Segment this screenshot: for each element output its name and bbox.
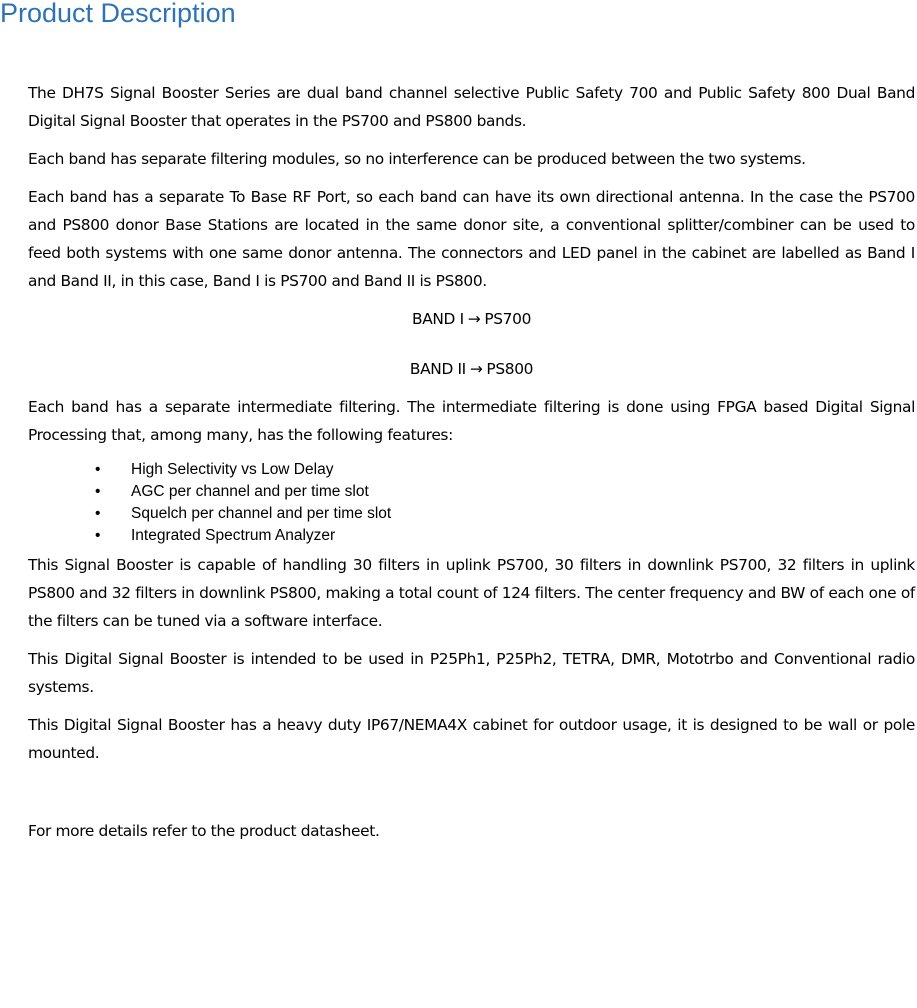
bullet-icon: • (95, 527, 101, 544)
list-item (28, 525, 915, 547)
document-body (28, 79, 915, 855)
bullet-icon: • (95, 505, 101, 522)
band-2-value: PS800 (486, 360, 534, 378)
feature-text: Squelch per channel and per time slot (131, 505, 392, 522)
band-map-line-1 (28, 305, 915, 333)
bullet-icon: • (95, 461, 101, 478)
intro-paragraph: The DH7S Signal Booster Series are dual band channel selective Public Safety 700 and Public Safety 800 Dual Band Digital Signal Booster that operates in the PS700 and PS800 bands. (28, 84, 915, 130)
list-item (28, 459, 915, 481)
band-2-label: BAND II (409, 360, 466, 378)
feature-text: High Selectivity vs Low Delay (131, 461, 334, 478)
intermediate-filtering-paragraph: Each band has a separate intermediate filtering. The intermediate filtering is done using FPGA based Digital Signal Processing that, among many, has the following features: (28, 398, 915, 444)
list-item (28, 481, 915, 503)
radio-systems-paragraph: This Digital Signal Booster is intended to be used in P25Ph1, P25Ph2, TETRA, DMR, Mototrbo and Conventional radio systems. (28, 650, 915, 696)
filtering-modules-paragraph: Each band has separate filtering modules, so no interference can be produced between the two systems. (28, 150, 806, 168)
filters-count-paragraph: This Signal Booster is capable of handling 30 filters in uplink PS700, 30 filters in downlink PS700, 32 filters in uplink PS800 and 32 filters in downlink PS800, making a total count of 124 filters. The center frequency and BW of each one of the filters can be tuned via a software interface. (28, 556, 915, 630)
feature-text: AGC per channel and per time slot (131, 483, 369, 500)
list-item (28, 503, 915, 525)
page-title: Product Description (0, 0, 236, 28)
band-1-label: BAND I (411, 310, 464, 328)
rf-port-paragraph: Each band has a separate To Base RF Port, so each band can have its own directional antenna. In the case the PS700 and PS800 donor Base Stations are located in the same donor site, a conventional splitter/combiner can be used to feed both systems with one same donor antenna. The connectors and LED panel in the cabinet are labelled as Band I and Band II, in this case, Band I is PS700 and Band II is PS800. (28, 188, 915, 290)
band-map-line-2 (28, 355, 915, 383)
feature-list (28, 459, 915, 547)
arrow-right-icon: → (467, 310, 481, 328)
arrow-right-icon: → (469, 360, 483, 378)
bullet-icon: • (95, 483, 101, 500)
spacer (28, 777, 915, 817)
cabinet-paragraph: This Digital Signal Booster has a heavy duty IP67/NEMA4X cabinet for outdoor usage, it is designed to be wall or pole mounted. (28, 716, 915, 762)
band-1-value: PS700 (484, 310, 532, 328)
more-details-paragraph: For more details refer to the product datasheet. (28, 822, 380, 840)
feature-text: Integrated Spectrum Analyzer (131, 527, 336, 544)
